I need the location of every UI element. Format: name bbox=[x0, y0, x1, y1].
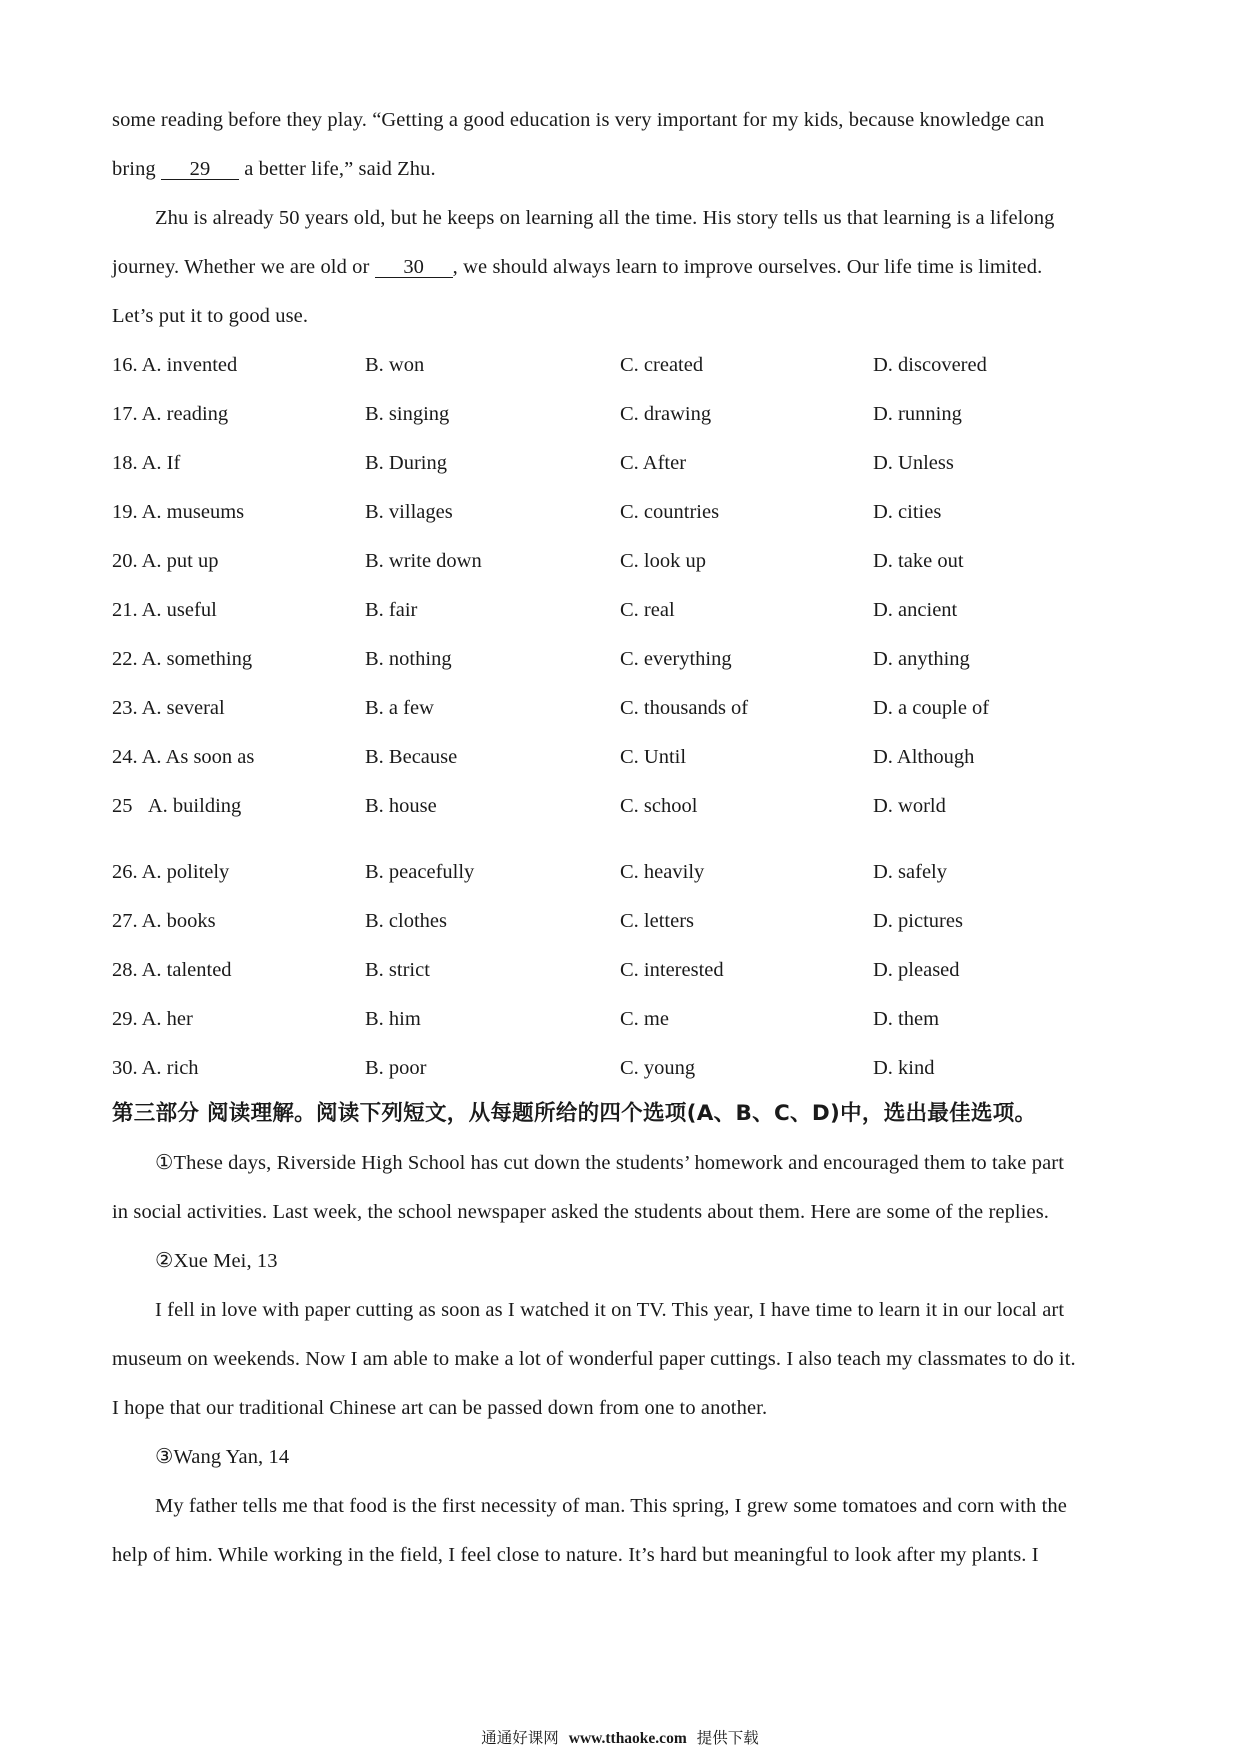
paragraph-line: museum on weekends. Now I am able to make a lot of wonderful paper cuttings. I also teach my classmates to do it. bbox=[112, 1348, 1076, 1370]
option-b: B. poor bbox=[365, 1057, 427, 1079]
option-d: D. a couple of bbox=[873, 697, 990, 719]
option-d: D. pleased bbox=[873, 959, 960, 981]
option-a: 28. A. talented bbox=[112, 959, 232, 981]
option-a: 18. A. If bbox=[112, 452, 181, 474]
option-d: D. safely bbox=[873, 861, 948, 883]
blank-30: 30 bbox=[375, 257, 453, 278]
passage-line-with-blank-29 bbox=[112, 157, 436, 181]
option-c: C. letters bbox=[620, 910, 695, 932]
passage-line: Zhu is already 50 years old, but he keeps on learning all the time. His story tells us that learning is a lifelong bbox=[155, 207, 1055, 229]
option-b: B. During bbox=[365, 452, 447, 474]
option-a: 22. A. something bbox=[112, 648, 253, 670]
option-b: B. peacefully bbox=[365, 861, 475, 883]
option-row bbox=[112, 1056, 1112, 1082]
option-b: B. won bbox=[365, 354, 425, 376]
option-b: B. clothes bbox=[365, 910, 447, 932]
option-d: D. Although bbox=[873, 746, 975, 768]
footer-label: 提供下载 bbox=[696, 1729, 759, 1747]
passage-line: some reading before they play. “Getting a good education is very important for my kids, because knowledge can bbox=[112, 109, 1045, 131]
text: bring bbox=[112, 158, 161, 180]
option-b: B. him bbox=[365, 1008, 421, 1030]
option-a: 30. A. rich bbox=[112, 1057, 199, 1079]
passage-line-with-blank-30 bbox=[112, 255, 1042, 279]
option-b: B. fair bbox=[365, 599, 418, 621]
option-d: D. kind bbox=[873, 1057, 935, 1079]
option-row bbox=[112, 598, 1112, 624]
option-row bbox=[112, 353, 1112, 379]
option-row bbox=[112, 1007, 1112, 1033]
option-c: C. After bbox=[620, 452, 687, 474]
option-d: D. ancient bbox=[873, 599, 958, 621]
option-a: 21. A. useful bbox=[112, 599, 217, 621]
paragraph-line: My father tells me that food is the first necessity of man. This spring, I grew some tomatoes and corn with the bbox=[155, 1495, 1067, 1517]
option-d: D. anything bbox=[873, 648, 970, 670]
option-a: 19. A. museums bbox=[112, 501, 245, 523]
text: journey. Whether we are old or bbox=[112, 256, 375, 278]
blank-29: 29 bbox=[161, 159, 239, 180]
paragraph-line: ①These days, Riverside High School has cut down the students’ homework and encouraged them to take part bbox=[155, 1152, 1065, 1174]
option-a: 17. A. reading bbox=[112, 403, 229, 425]
option-c: C. countries bbox=[620, 501, 720, 523]
passage-line: Let’s put it to good use. bbox=[112, 305, 309, 327]
option-a: 16. A. invented bbox=[112, 354, 238, 376]
option-c: C. everything bbox=[620, 648, 732, 670]
reply-author: ③Wang Yan, 14 bbox=[155, 1446, 290, 1468]
option-row bbox=[112, 860, 1112, 886]
option-b: B. a few bbox=[365, 697, 434, 719]
option-b: B. Because bbox=[365, 746, 458, 768]
footer-website-link[interactable]: www.tthaoke.com bbox=[568, 1730, 687, 1747]
option-row bbox=[112, 794, 1112, 820]
paragraph-line: I fell in love with paper cutting as soon as I watched it on TV. This year, I have time to learn it in our local art bbox=[155, 1299, 1065, 1321]
option-b: B. strict bbox=[365, 959, 430, 981]
option-a: 20. A. put up bbox=[112, 550, 219, 572]
option-row bbox=[112, 958, 1112, 984]
option-b: B. nothing bbox=[365, 648, 452, 670]
option-c: C. Until bbox=[620, 746, 687, 768]
text: a better life,” said Zhu. bbox=[239, 158, 436, 180]
option-a: 24. A. As soon as bbox=[112, 746, 255, 768]
option-b: B. singing bbox=[365, 403, 450, 425]
option-a: 26. A. politely bbox=[112, 861, 230, 883]
option-d: D. world bbox=[873, 795, 946, 817]
option-row bbox=[112, 549, 1112, 575]
option-b: B. write down bbox=[365, 550, 482, 572]
option-d: D. pictures bbox=[873, 910, 963, 932]
paragraph-line: in social activities. Last week, the school newspaper asked the students about them. Here are some of the replies. bbox=[112, 1201, 1050, 1223]
option-a: 27. A. books bbox=[112, 910, 216, 932]
option-c: C. school bbox=[620, 795, 698, 817]
option-c: C. real bbox=[620, 599, 675, 621]
option-d: D. discovered bbox=[873, 354, 987, 376]
option-a: 25 A. building bbox=[112, 795, 242, 817]
footer-label: 通通好课网 bbox=[481, 1729, 559, 1747]
option-b: B. villages bbox=[365, 501, 453, 523]
reply-author: ②Xue Mei, 13 bbox=[155, 1250, 278, 1272]
page-footer bbox=[0, 1728, 1240, 1749]
option-d: D. take out bbox=[873, 550, 964, 572]
option-d: D. Unless bbox=[873, 452, 954, 474]
option-row bbox=[112, 451, 1112, 477]
option-c: C. heavily bbox=[620, 861, 705, 883]
option-c: C. drawing bbox=[620, 403, 712, 425]
option-a: 29. A. her bbox=[112, 1008, 193, 1030]
option-c: C. thousands of bbox=[620, 697, 749, 719]
paragraph-line: help of him. While working in the field, I feel close to nature. It’s hard but meaningful to look after my plants. I bbox=[112, 1544, 1039, 1566]
option-c: C. look up bbox=[620, 550, 706, 572]
option-c: C. interested bbox=[620, 959, 724, 981]
option-c: C. young bbox=[620, 1057, 696, 1079]
option-d: D. them bbox=[873, 1008, 940, 1030]
option-row bbox=[112, 647, 1112, 673]
option-a: 23. A. several bbox=[112, 697, 225, 719]
option-c: C. me bbox=[620, 1008, 669, 1030]
option-row bbox=[112, 696, 1112, 722]
option-d: D. running bbox=[873, 403, 962, 425]
option-c: C. created bbox=[620, 354, 704, 376]
section-heading: 第三部分 阅读理解。阅读下列短文，从每题所给的四个选项(A、B、C、D)中，选出最佳选项。 bbox=[112, 1101, 1037, 1126]
option-row bbox=[112, 402, 1112, 428]
paragraph-line: I hope that our traditional Chinese art can be passed down from one to another. bbox=[112, 1397, 768, 1419]
option-b: B. house bbox=[365, 795, 437, 817]
option-d: D. cities bbox=[873, 501, 942, 523]
text: , we should always learn to improve ourselves. Our life time is limited. bbox=[452, 256, 1043, 278]
option-row bbox=[112, 909, 1112, 935]
option-row bbox=[112, 500, 1112, 526]
option-row bbox=[112, 745, 1112, 771]
